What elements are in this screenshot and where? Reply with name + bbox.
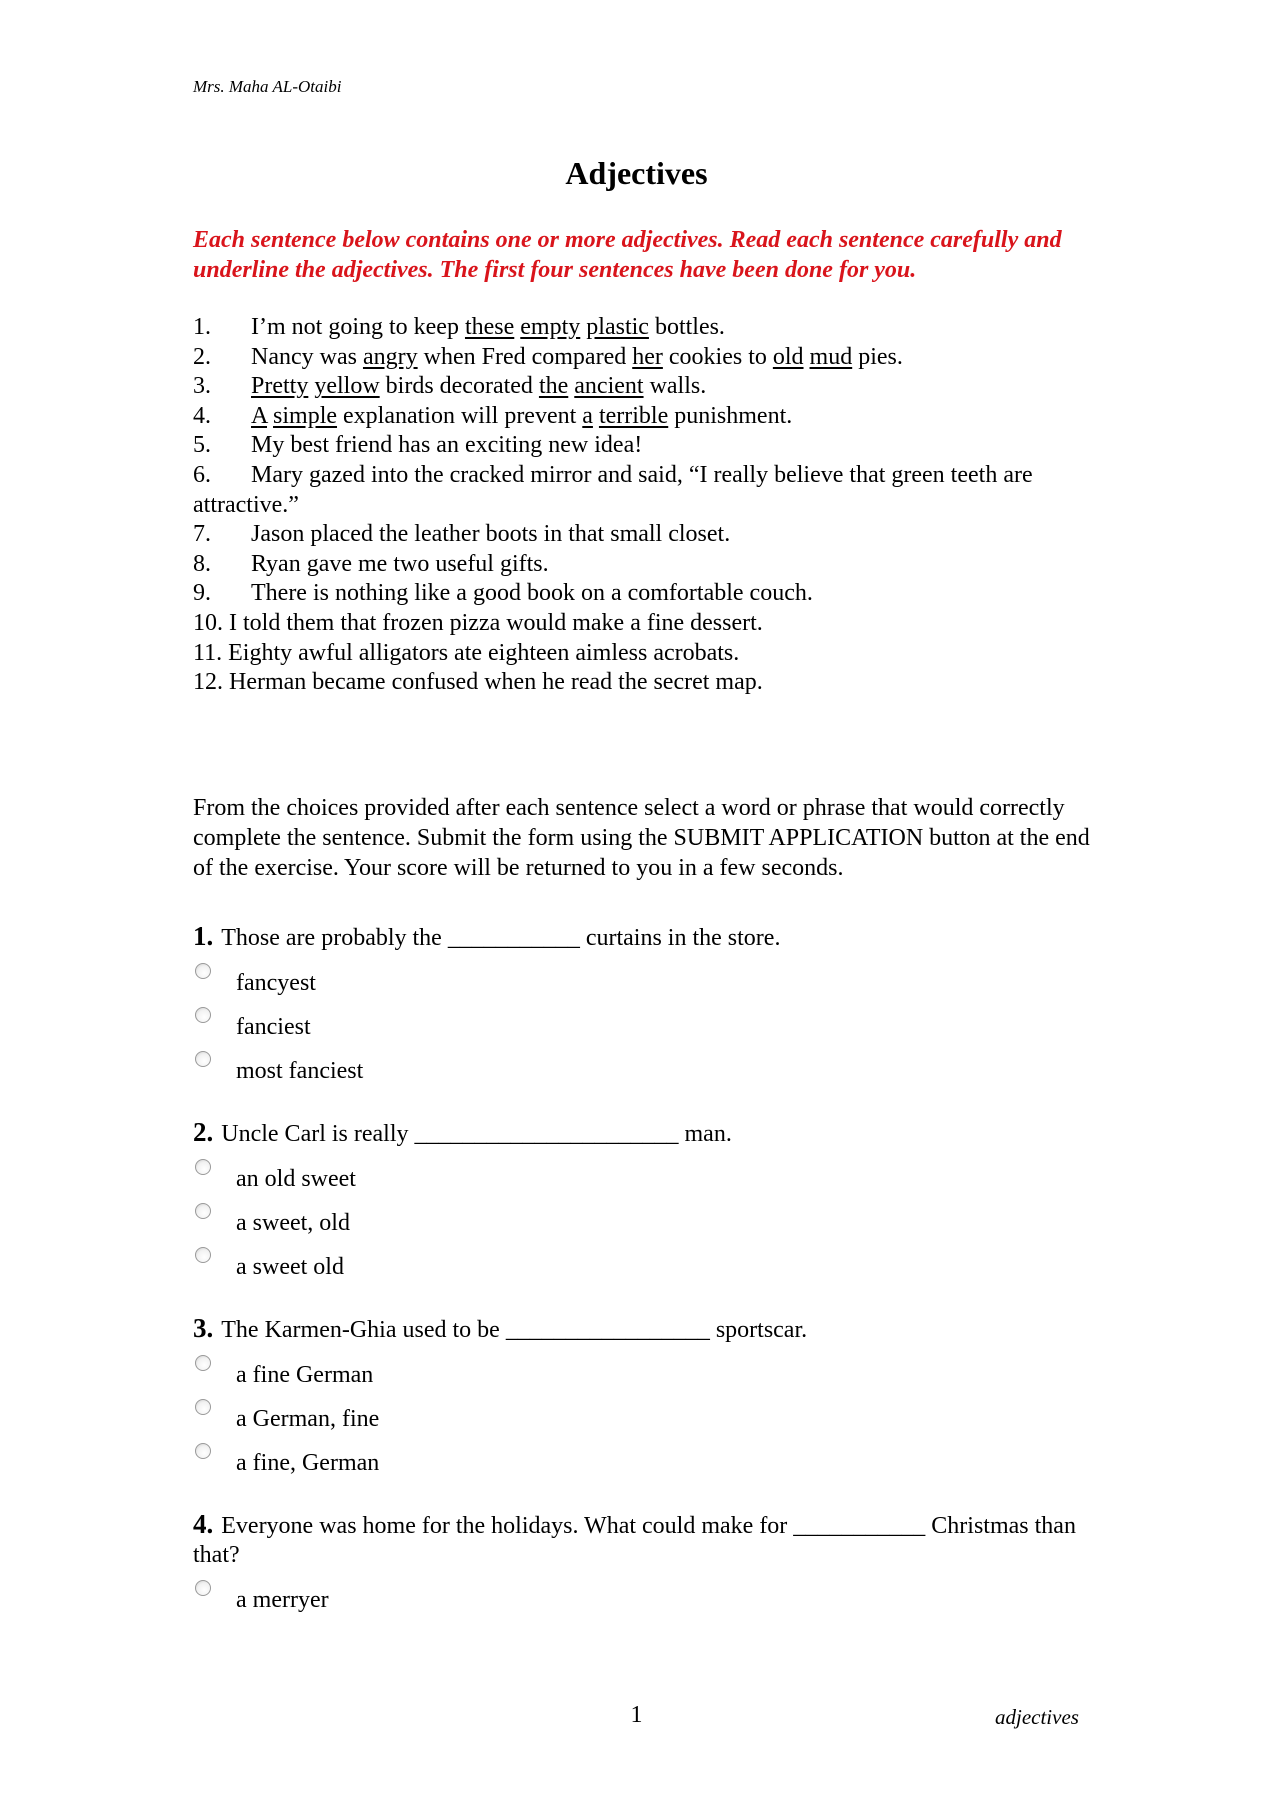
option-label: a sweet old xyxy=(236,1254,344,1280)
question-text: Those are probably the ___________ curtains in the store. xyxy=(221,925,781,951)
sentence-text: Jason placed the leather boots in that small closet. xyxy=(251,521,731,548)
sentence-number: 5. xyxy=(193,432,211,459)
question-number: 2. xyxy=(193,1117,214,1147)
sentence-number: 8. xyxy=(193,550,211,577)
sentence-text: punishment. xyxy=(668,402,793,429)
sentence-list xyxy=(193,313,1093,698)
sentence-item xyxy=(193,402,1093,432)
sentence-item xyxy=(193,372,1093,402)
underlined-adjective: these xyxy=(464,314,515,340)
answer-option[interactable] xyxy=(193,1570,1093,1614)
question-text: Uncle Carl is really ______________________ man. xyxy=(221,1121,732,1147)
sentence-number: 11. xyxy=(193,639,223,666)
option-label: most fanciest xyxy=(236,1058,364,1084)
underlined-adjective: plastic xyxy=(586,314,649,340)
sentence-text: pies. xyxy=(852,343,903,370)
sentence-number: 12. xyxy=(193,669,223,696)
option-label: a fine, German xyxy=(236,1450,380,1476)
sentence-number: 6. xyxy=(193,461,211,488)
sentence-number: 7. xyxy=(193,521,211,548)
radio-button-icon[interactable] xyxy=(195,1051,211,1067)
sentence-number: 9. xyxy=(193,580,211,607)
underlined-adjective: mud xyxy=(809,343,853,370)
sentence-item xyxy=(193,313,1093,343)
sentence-text: My best friend has an exciting new idea! xyxy=(251,432,643,459)
radio-button-icon[interactable] xyxy=(195,963,211,979)
underlined-adjective: ancient xyxy=(574,373,644,400)
underlined-adjective: angry xyxy=(362,343,418,370)
sentence-text: bottles. xyxy=(648,314,725,340)
answer-option[interactable] xyxy=(193,953,1093,997)
header-author: Mrs. Maha AL-Otaibi xyxy=(193,77,342,96)
sentence-item xyxy=(193,431,1093,461)
question-2 xyxy=(193,1118,1093,1281)
radio-button-icon[interactable] xyxy=(195,1007,211,1023)
radio-button-icon[interactable] xyxy=(195,1159,211,1175)
option-label: fanciest xyxy=(236,1014,311,1040)
sentence-text: Eighty awful alligators ate eighteen aimless acrobats. xyxy=(228,639,740,666)
question-stem xyxy=(193,1314,1093,1345)
question-3 xyxy=(193,1314,1093,1477)
sentence-number: 4. xyxy=(193,402,211,429)
sentence-text: Mary gazed into the cracked mirror and said, “I really believe that green teeth are attractive.” xyxy=(193,461,1033,518)
radio-button-icon[interactable] xyxy=(195,1203,211,1219)
question-text: Everyone was home for the holidays. What could make for ___________ Christmas than that? xyxy=(193,1513,1076,1568)
question-number: 3. xyxy=(193,1313,214,1343)
answer-option[interactable] xyxy=(193,1345,1093,1389)
option-label: a German, fine xyxy=(236,1406,380,1432)
sentence-item xyxy=(193,668,1093,698)
sentence-number: 10. xyxy=(193,609,223,636)
underlined-adjective: Pretty xyxy=(251,373,309,400)
sentence-number: 3. xyxy=(193,373,211,400)
underlined-adjective: yellow xyxy=(314,373,380,400)
question-4 xyxy=(193,1510,1093,1614)
sentence-text: Ryan gave me two useful gifts. xyxy=(251,550,549,577)
answer-option[interactable] xyxy=(193,1149,1093,1193)
footer-tag: adjectives xyxy=(995,1705,1079,1729)
sentence-text: Nancy was xyxy=(251,343,363,370)
sentence-item xyxy=(193,550,1093,580)
option-label: an old sweet xyxy=(236,1166,356,1192)
underlined-adjective: her xyxy=(632,343,663,370)
underlined-adjective: a xyxy=(582,402,593,429)
sentence-item xyxy=(193,609,1093,639)
question-stem xyxy=(193,1510,1093,1570)
question-number: 4. xyxy=(193,1509,214,1539)
option-label: a fine German xyxy=(236,1362,374,1388)
radio-button-icon[interactable] xyxy=(195,1247,211,1263)
answer-option[interactable] xyxy=(193,997,1093,1041)
radio-button-icon[interactable] xyxy=(195,1355,211,1371)
option-label: a sweet, old xyxy=(236,1210,350,1236)
sentence-text: birds decorated xyxy=(379,373,539,400)
answer-option[interactable] xyxy=(193,1237,1093,1281)
page-number: 1 xyxy=(630,1702,643,1728)
answer-option[interactable] xyxy=(193,1389,1093,1433)
sentence-text: There is nothing like a good book on a comfortable couch. xyxy=(251,580,813,607)
sentence-text: walls. xyxy=(643,373,707,400)
sentence-number: 1. xyxy=(193,314,211,340)
option-label: a merryer xyxy=(236,1587,329,1613)
page-title: Adjectives xyxy=(565,155,708,191)
answer-option[interactable] xyxy=(193,1433,1093,1477)
sentence-item xyxy=(193,343,1093,373)
sentence-text: I told them that frozen pizza would make a fine dessert. xyxy=(229,609,763,636)
sentence-item xyxy=(193,579,1093,609)
question-stem xyxy=(193,922,1093,953)
sentence-number: 2. xyxy=(193,343,211,370)
sentence-text: when Fred compared xyxy=(417,343,633,370)
instructions-text: Each sentence below contains one or more adjectives. Read each sentence carefully and underline the adjectives. The first four sentences have been done for you. xyxy=(193,227,1062,283)
underlined-adjective: old xyxy=(772,343,804,370)
radio-button-icon[interactable] xyxy=(195,1443,211,1459)
question-number: 1. xyxy=(193,921,214,951)
sentence-item xyxy=(193,520,1093,550)
answer-option[interactable] xyxy=(193,1193,1093,1237)
quiz-intro: From the choices provided after each sentence select a word or phrase that would correctly complete the sentence. Submit the form using the SUBMIT APPLICATION button at the end of the exercise. Your score will be returned to you in a few seconds. xyxy=(193,795,1090,881)
question-1 xyxy=(193,922,1093,1085)
answer-option[interactable] xyxy=(193,1041,1093,1085)
radio-button-icon[interactable] xyxy=(195,1399,211,1415)
radio-button-icon[interactable] xyxy=(195,1580,211,1596)
sentence-item xyxy=(193,461,1093,520)
underlined-adjective: A xyxy=(251,402,268,429)
sentence-text: explanation will prevent xyxy=(337,402,583,429)
question-text: The Karmen-Ghia used to be _________________ sportscar. xyxy=(221,1317,808,1343)
sentence-item xyxy=(193,639,1093,669)
underlined-adjective: empty xyxy=(520,314,581,340)
sentence-text: Herman became confused when he read the secret map. xyxy=(229,669,763,696)
question-stem xyxy=(193,1118,1093,1149)
option-label: fancyest xyxy=(236,970,316,996)
underlined-adjective: the xyxy=(538,373,569,400)
sentence-text: cookies to xyxy=(662,343,773,370)
sentence-text: I’m not going to keep xyxy=(251,314,465,340)
underlined-adjective: terrible xyxy=(598,402,669,429)
underlined-adjective: simple xyxy=(273,402,338,429)
